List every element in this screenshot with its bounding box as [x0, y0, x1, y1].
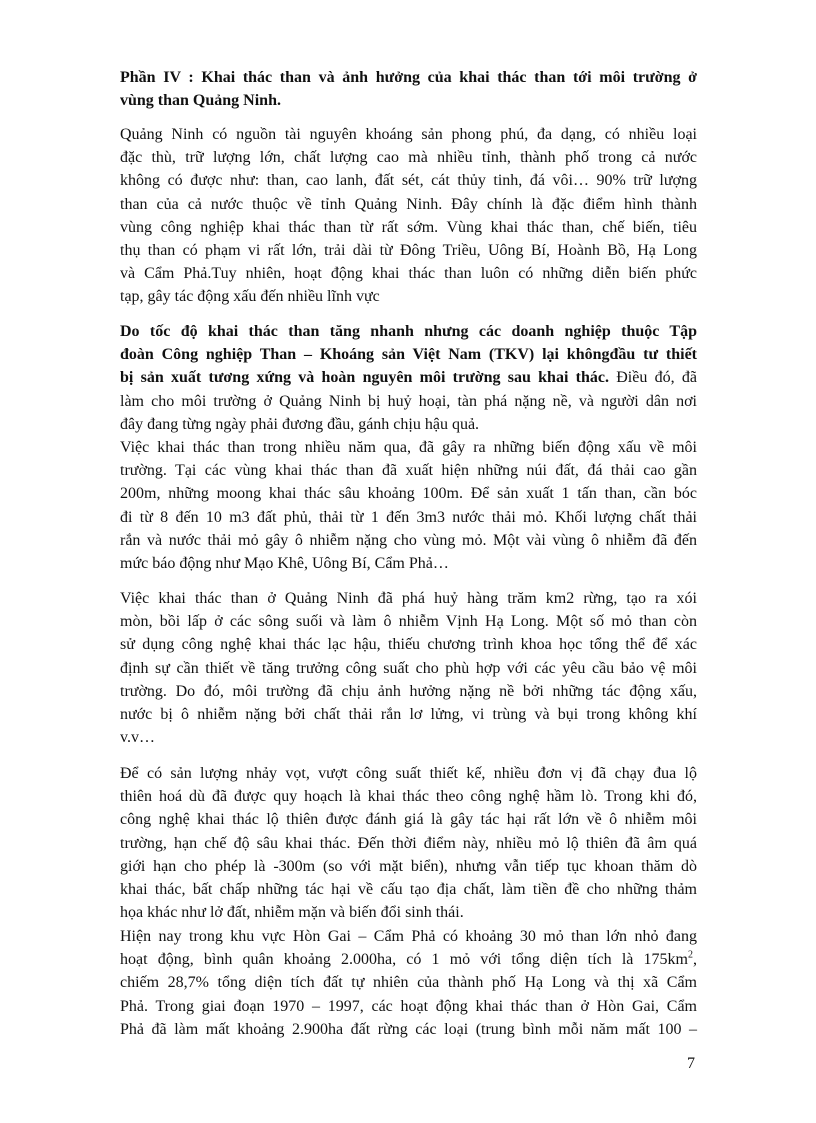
bold-fragment: bị sản xuất tương xứng và hoàn nguyên môi trường sau khai thác.	[120, 369, 609, 387]
text-line: làm cho môi trường ở Quảng Ninh bị huỷ hoại, tàn phá nặng nề, và người dân nơi	[120, 392, 697, 410]
text-line: khai thác, bất chấp những tác hại về cấu tạo địa chất, làm tiền đề cho những thảm	[120, 881, 697, 899]
text-line-mixed	[120, 366, 697, 389]
text-line: chiếm 28,7% tổng diện tích đất tự nhiên của thành phố Hạ Long và thị xã Cẩm	[120, 974, 697, 992]
section-heading	[120, 66, 697, 112]
page-number: 7	[687, 1055, 695, 1072]
text-line: trường, hạn chế độ sâu khai thác. Đến thời điểm này, nhiều mỏ lộ thiên đã âm quá	[120, 834, 697, 852]
text-line: Quảng Ninh có nguồn tài nguyên khoáng sản phong phú, đa dạng, có nhiều loại	[120, 126, 697, 143]
text-line: công nghệ khai thác lộ thiên được đánh giá là gây tác hại rất lớn về ô nhiễm môi	[120, 811, 697, 829]
text-line-bold: Do tốc độ khai thác than tăng nhanh nhưng các doanh nghiệp thuộc Tập	[120, 323, 697, 340]
text-line: mòn, bồi lấp ở các sông suối và làm ô nhiễm Vịnh Hạ Long. Một số mỏ than còn	[120, 613, 697, 631]
text-line: thụ than có phạm vi rất lớn, trải dài từ Đông Triều, Uông Bí, Hoành Bồ, Hạ Long	[120, 242, 697, 260]
text-line: nước bị ô nhiễm nặng bởi chất thải rắn lơ lửng, vi trùng và bụi trong không khí	[120, 706, 697, 724]
text-line: đặc thù, trữ lượng lớn, chất lượng cao mà nhiều tỉnh, thành phố trong cả nước	[120, 149, 697, 167]
text-fragment: ,	[693, 951, 697, 969]
text-line: than của cả nước thuộc về tỉnh Quảng Ninh. Đây chính là đặc điểm hình thành	[120, 195, 697, 213]
text-fragment: hoạt động, bình quân khoảng 2.000ha, có 1 mỏ với tổng diện tích là 175km	[120, 951, 688, 969]
paragraph-open-pit-mining	[120, 762, 697, 924]
text-line: Việc khai thác than trong nhiều năm qua, đã gây ra những biến động xấu về môi	[120, 439, 697, 456]
text-line: sử dụng công nghệ khai thác lạc hậu, thiếu chương trình khoa học tổng thể để xác	[120, 636, 697, 654]
paragraph-hon-gai-cam-pha	[120, 925, 697, 1041]
text-line-bold: đoàn Công nghiệp Than – Khoáng sản Việt Nam (TKV) lại khôngđầu tư thiết	[120, 346, 697, 364]
text-line: Phả đã làm mất khoảng 2.900ha đất rừng các loại (trung bình mỗi năm mất 100 –	[120, 1020, 697, 1038]
text-line: Việc khai thác than ở Quảng Ninh đã phá huỷ hàng trăm km2 rừng, tạo ra xói	[120, 590, 697, 607]
text-line: Phả. Trong giai đoạn 1970 – 1997, các hoạt động khai thác than ở Hòn Gai, Cẩm	[120, 997, 697, 1015]
text-line: rắn và nước thải mỏ gây ô nhiễm nặng cho vùng mỏ. Một vài vùng ô nhiễm đã đến	[120, 531, 697, 549]
text-line: định sự cần thiết về tăng trưởng công suất cho phù hợp với các yêu cầu bảo vệ môi	[120, 659, 697, 677]
text-line: đây đang từng ngày phải đương đầu, gánh chịu hậu quả.	[120, 415, 480, 433]
text-line-with-superscript	[120, 948, 697, 971]
heading-line: vùng than Quảng Ninh.	[120, 92, 281, 110]
text-line: mức báo động như Mạo Khê, Uông Bí, Cẩm Phả…	[120, 555, 449, 573]
heading-line: Phần IV : Khai thác than và ảnh hưởng của khai thác than tới môi trường ở	[120, 69, 697, 86]
text-line: Hiện nay trong khu vực Hòn Gai – Cẩm Phả có khoảng 30 mỏ than lớn nhỏ đang	[120, 928, 697, 945]
paragraph-tkv	[120, 320, 697, 436]
paragraph-environment-changes	[120, 436, 697, 575]
text-line: v.v…	[120, 729, 155, 747]
text-line: trường. Tại các vùng khai thác than đã xuất hiện những núi đất, đá thải cao gần	[120, 462, 697, 480]
text-line: và Cẩm Phả.Tuy nhiên, hoạt động khai thác than luôn có những diễn biến phức	[120, 265, 697, 283]
text-line: tạp, gây tác động xấu đến nhiều lĩnh vực	[120, 288, 380, 306]
text-line: không có được như: than, cao lanh, đất sét, cát thủy tinh, đá vôi… 90% trữ lượng	[120, 172, 697, 190]
paragraph-resources	[120, 123, 697, 309]
plain-fragment: Điều đó, đã	[608, 369, 698, 387]
text-line: vùng công nghiệp khai thác than từ rất sớm. Vùng khai thác than, chế biến, tiêu	[120, 218, 697, 236]
text-line: họa khác như lở đất, nhiễm mặn và biến đổi sinh thái.	[120, 904, 464, 922]
superscript: 2	[688, 949, 693, 961]
text-line: Để có sản lượng nhảy vọt, vượt công suất thiết kế, nhiều đơn vị đã chạy đua lộ	[120, 765, 697, 782]
text-line: trường. Do đó, môi trường đã chịu ảnh hưởng nặng nề bởi những tác động xấu,	[120, 682, 697, 700]
text-line: 200m, những moong khai thác sâu khoảng 100m. Để sản xuất 1 tấn than, cần bóc	[120, 485, 697, 503]
text-line: thiên hoá dù đã được quy hoạch là khai thác theo công nghệ hầm lò. Trong khi đó,	[120, 788, 697, 806]
text-line: đi từ 8 đến 10 m3 đất phủ, thải từ 1 đến 3m3 nước thải mỏ. Khối lượng chất thải	[120, 508, 697, 526]
text-line: giới hạn cho phép là -300m (so với mặt biển), nhưng vẫn tiếp tục khoan thăm dò	[120, 857, 697, 875]
paragraph-forest-destruction	[120, 587, 697, 749]
